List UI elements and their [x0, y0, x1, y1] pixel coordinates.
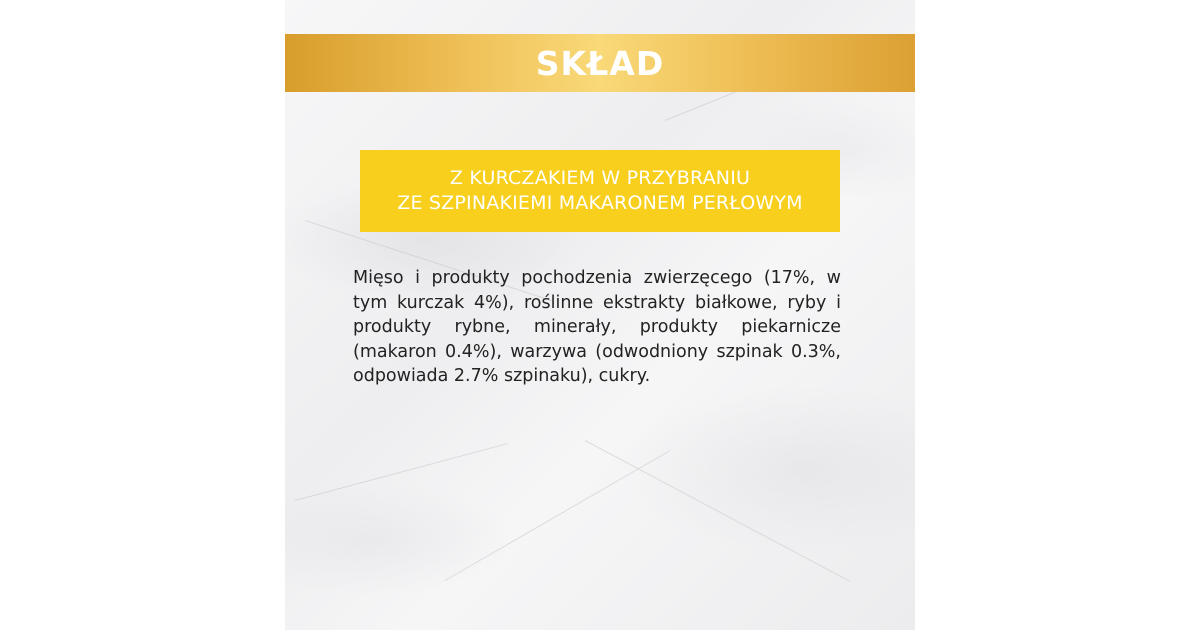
header-band: [285, 34, 915, 92]
marble-vein: [295, 443, 508, 501]
marble-vein: [445, 450, 671, 581]
ingredients-text: Mięso i produkty pochodzenia zwierzęcego (17%, w tym kurczak 4%), roślinne ekstrakty białkowe, ryby i produkty rybne, minerały, produkty piekarnicze (makaron 0.4%), warzywa (odwodniony szpinak 0.3%, odpowiada 2.7% szpinaku), cukry.: [353, 268, 841, 386]
marble-vein: [585, 440, 850, 582]
product-variant-box: [360, 150, 840, 232]
marble-card: [285, 0, 915, 630]
page-title: SKŁAD: [535, 43, 665, 83]
product-variant-line-1: Z KURCZAKIEM W PRZYBRANIU: [449, 167, 751, 189]
product-variant-line-2: ZE SZPINAKIEMI MAKARONEM PERŁOWYM: [397, 192, 803, 214]
